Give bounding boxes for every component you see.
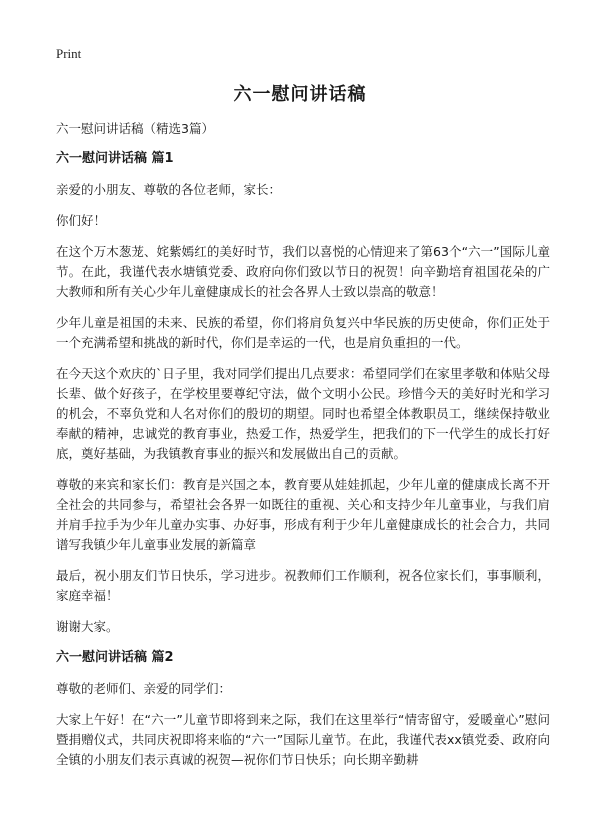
print-link[interactable]: Print	[56, 46, 82, 61]
salutation: 尊敬的老师们、亲爱的同学们：	[56, 681, 232, 696]
paragraph: 少年儿童是祖国的未来、民族的希望，你们将肩负复兴中华民族的历史使命，你们正处于一个充满希望和挑战的新时代，你们是幸运的一代，也是肩负重担的一代。	[56, 315, 550, 350]
greeting: 你们好！	[56, 213, 107, 228]
article-heading-2: 六一慰问讲话稿 篇2	[56, 650, 174, 665]
closing: 谢谢大家。	[56, 619, 119, 634]
document-subtitle: 六一慰问讲话稿（精选3篇）	[56, 121, 214, 136]
document-body	[56, 119, 550, 781]
page-title: 六一慰问讲话稿	[233, 84, 367, 105]
paragraph: 大家上午好！在“六一”儿童节即将到来之际，我们在这里举行“情寄留守，爱暖童心”慰问暨捐赠仪式，共同庆祝即将来临的“六一”国际儿童节。在此，我谨代表xx镇党委、政府向全镇的小朋友们表示真诚的祝贺—祝你们节日快乐；向长期辛勤耕	[56, 712, 550, 767]
paragraph: 在这个万木葱茏、姹紫嫣红的美好时节，我们以喜悦的心情迎来了第63个“六一”国际儿童节。在此，我谨代表水塘镇党委、政府向你们致以节日的祝贺！向辛勤培育祖国花朵的广大教师和所有关心少年儿童健康成长的社会各界人士致以崇高的敬意！	[56, 244, 550, 299]
salutation: 亲爱的小朋友、尊敬的各位老师，家长：	[56, 182, 282, 197]
paragraph: 在今天这个欢庆的`日子里，我对同学们提出几点要求：希望同学们在家里孝敬和体贴父母长辈、做个好孩子，在学校里要尊纪守法，做个文明小公民。珍惜今天的美好时光和学习的机会，不辜负党和人名对你们的殷切的期望。同时也希望全体教职员工，继续保持敬业奉献的精神，忠诚党的教育事业，热爱工作，热爱学生，把我们的下一代学生的成长打好底，奠好基础，为我镇教育事业的振兴和发展做出自己的贡献。	[56, 366, 550, 461]
paragraph: 最后，祝小朋友们节日快乐，学习进步。祝教师们工作顺利，祝各位家长们，事事顺利，家庭幸福！	[56, 568, 550, 603]
article-heading-1: 六一慰问讲话稿 篇1	[56, 151, 174, 166]
paragraph: 尊敬的来宾和家长们：教育是兴国之本，教育要从娃娃抓起，少年儿童的健康成长离不开全社会的共同参与，希望社会各界一如既往的重视、关心和支持少年儿童事业，与我们肩并肩手拉手为少年儿童办实事、办好事，形成有利于少年儿童健康成长的社会合力，共同谱写我镇少年儿童事业发展的新篇章	[56, 477, 550, 552]
